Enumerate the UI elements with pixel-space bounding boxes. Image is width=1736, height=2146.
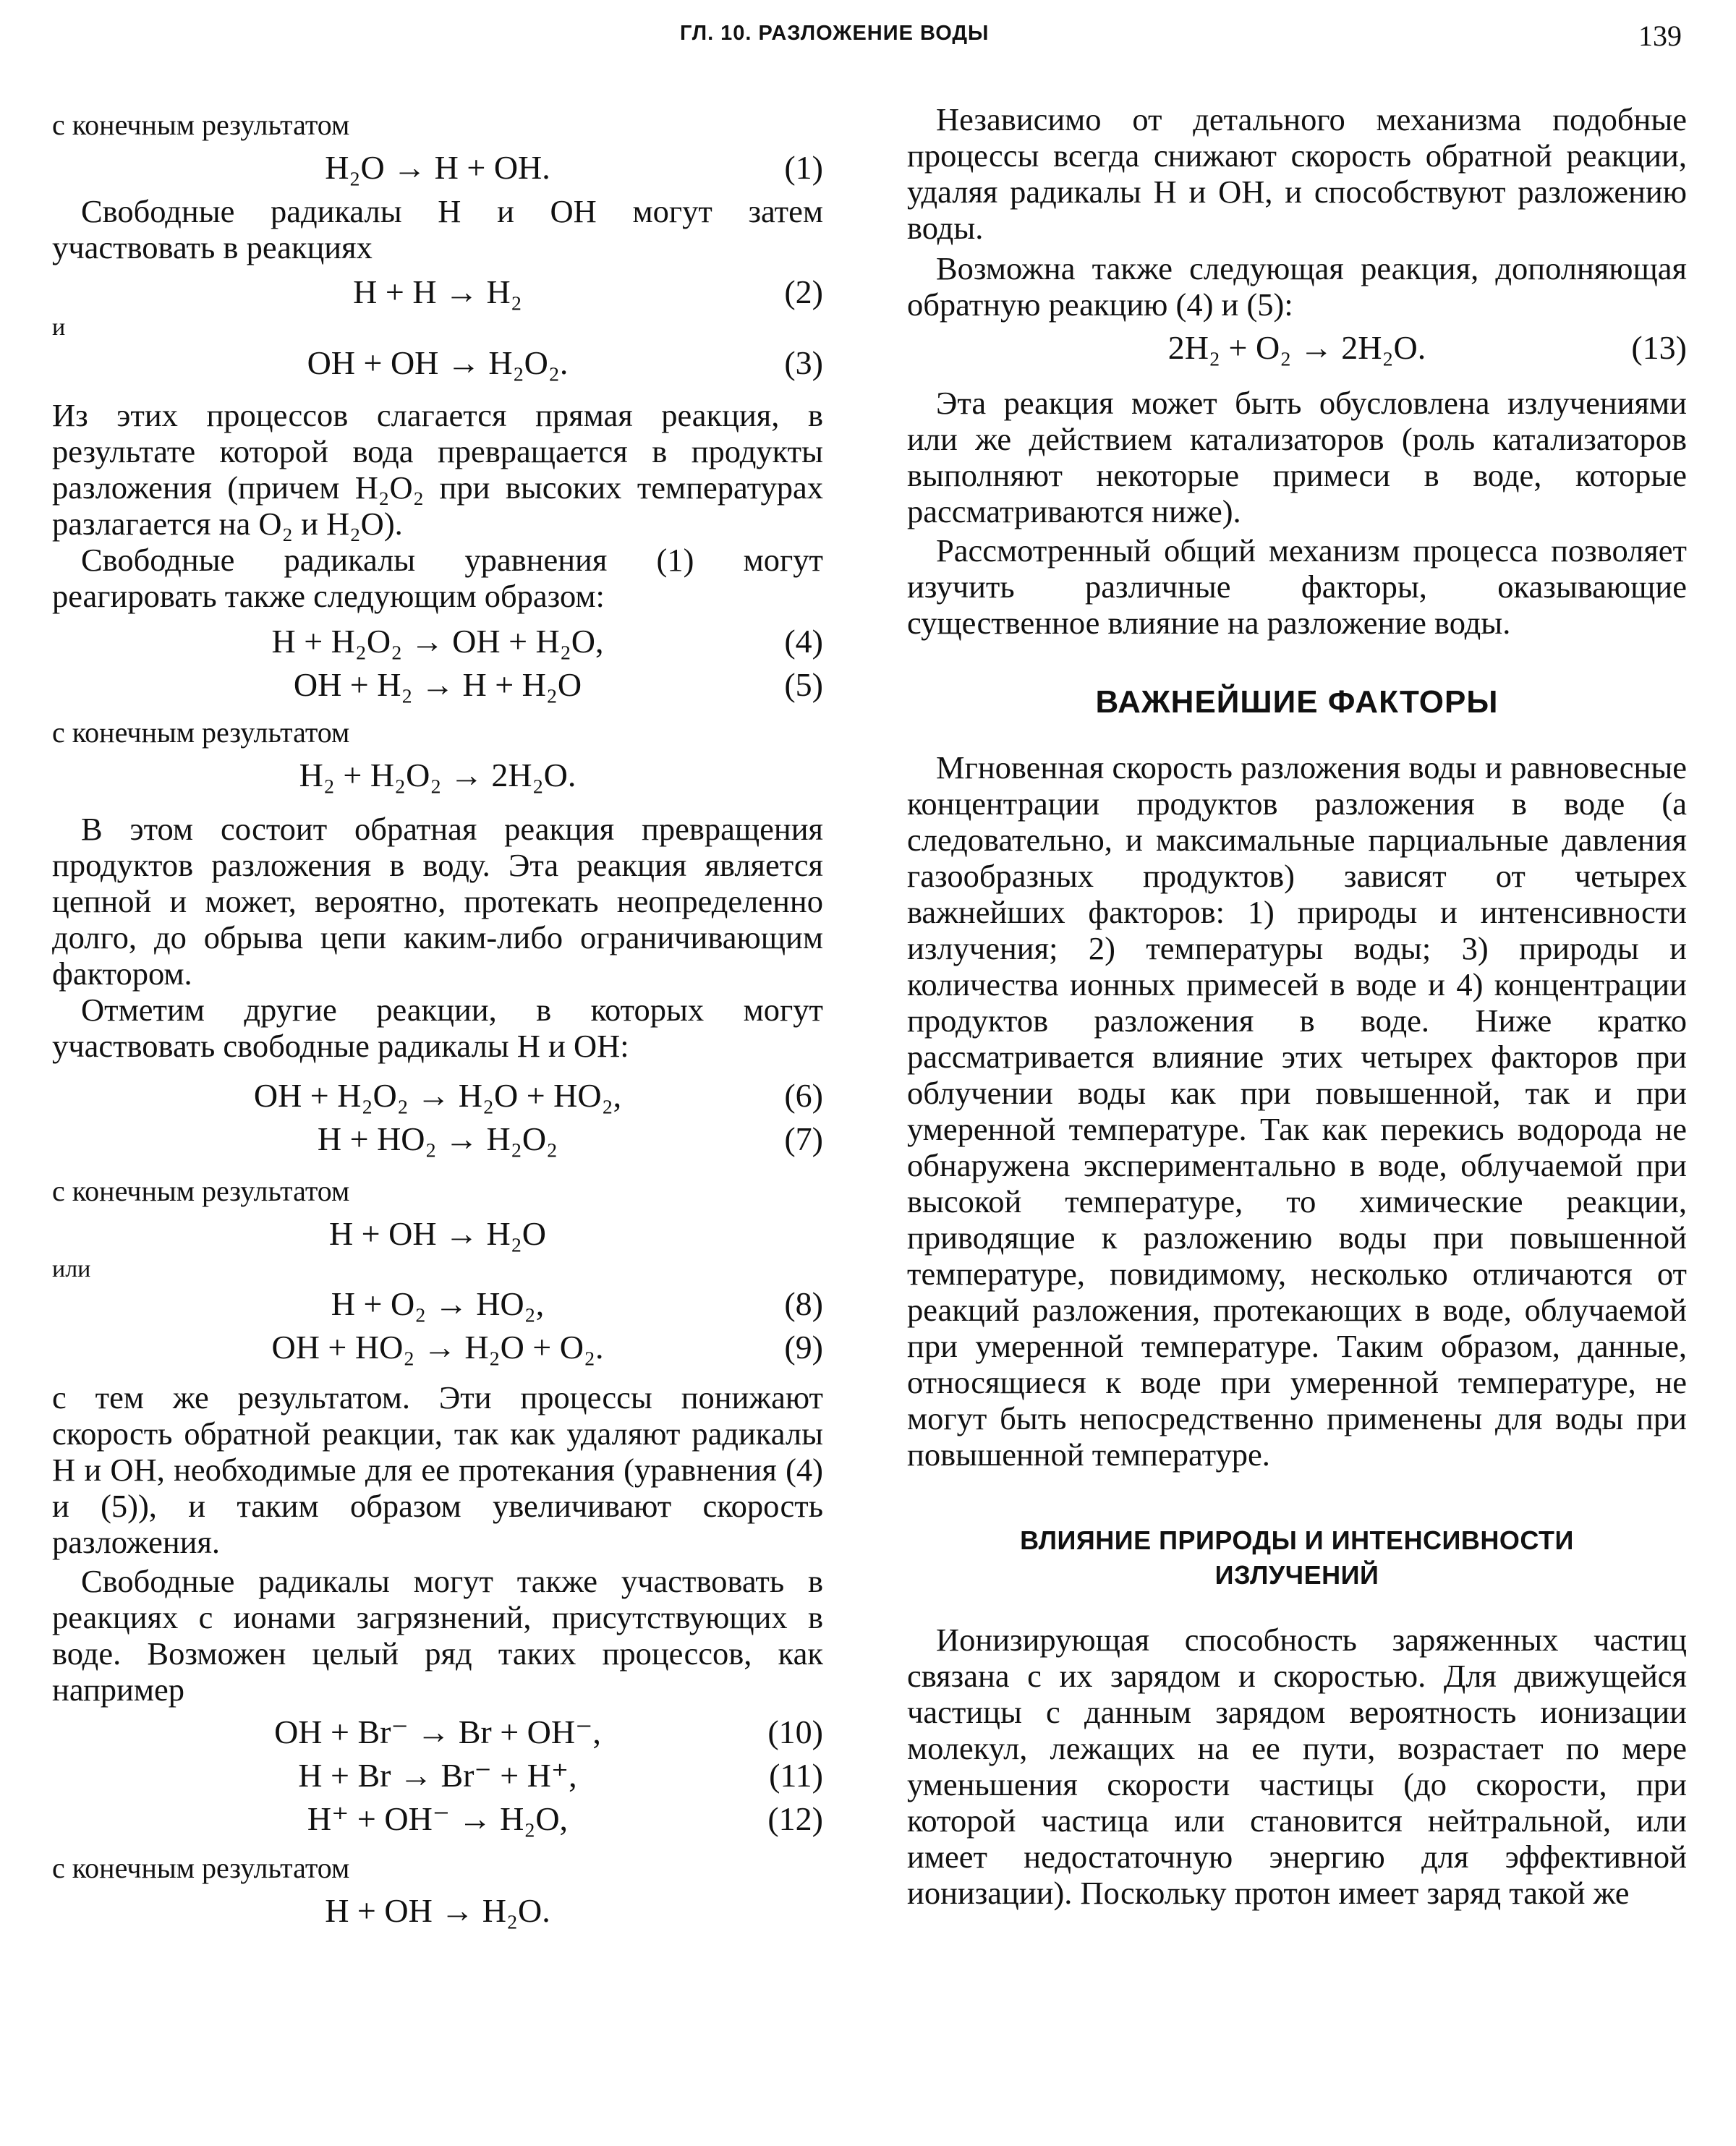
paragraph: Возможна также следующая реакция, дополняющая обратную реакцию (4) и (5): [907, 250, 1687, 323]
equation-number: (6) [784, 1077, 823, 1114]
equation-expression: H + H → H₂ [353, 273, 522, 310]
page-header [0, 22, 1736, 65]
equation-4 [52, 620, 823, 663]
running-title: ГЛ. 10. РАЗЛОЖЕНИЕ ВОДЫ [680, 22, 990, 45]
equation-expression: H + HO₂ → H₂O₂ [317, 1120, 558, 1157]
paragraph: Эта реакция может быть обусловлена излучениями или же действием катализаторов (роль катализаторов выполняют некоторые примеси в воде, которые рассматриваются ниже). [907, 385, 1687, 529]
equation-number: (3) [784, 344, 823, 381]
section-heading: ВАЖНЕЙШИЕ ФАКТОРЫ [1095, 684, 1499, 720]
paragraph: Рассмотренный общий механизм процесса позволяет изучить различные факторы, оказывающие существенное влияние на разложение воды. [907, 532, 1687, 641]
equation-number: (8) [784, 1285, 823, 1322]
paragraph: или [52, 1256, 91, 1282]
equation-result-2 [52, 1212, 823, 1256]
left-column [52, 101, 823, 1933]
equation-5 [52, 663, 823, 707]
equation-2 [52, 270, 823, 315]
paragraph: Свободные радикалы H и OH могут затем участвовать в реакциях [52, 193, 823, 265]
equation-number: (10) [767, 1713, 823, 1750]
equation-expression: H⁺ + OH⁻ → H₂O, [307, 1800, 569, 1837]
equation-expression: OH + HO₂ → H₂O + O₂. [271, 1329, 604, 1366]
equation-expression: H + Br → Br⁻ + H⁺, [298, 1757, 577, 1794]
page-number: 139 [1638, 20, 1682, 52]
paragraph: Свободные радикалы уравнения (1) могут реагировать также следующим образом: [52, 542, 823, 614]
equation-1 [52, 145, 823, 190]
equation-expression: H₂O → H + OH. [325, 149, 550, 186]
equation-expression: H + H₂O₂ → OH + H₂O, [271, 623, 604, 660]
equation-3 [52, 341, 823, 386]
equation-expression: OH + H₂ → H + H₂O [293, 666, 582, 703]
equation-10 [52, 1711, 823, 1754]
paragraph: с конечным результатом [52, 108, 350, 141]
right-column [907, 101, 1687, 1911]
equation-11 [52, 1754, 823, 1797]
equation-expression: H + OH → H₂O. [325, 1892, 550, 1929]
paragraph: с конечным результатом [52, 716, 350, 749]
paragraph: Из этих процессов слагается прямая реакция, в результате которой вода превращается в продукты разложения (причем H₂O₂ при высоких температурах разлагается на O₂ и H₂O). [52, 397, 823, 542]
paragraph: Независимо от детального механизма подобные процессы всегда снижают скорость обратной реакции, удаляя радикалы H и OH, и способствуют разложению воды. [907, 101, 1687, 246]
equation-number: (1) [784, 149, 823, 186]
equation-6 [52, 1074, 823, 1117]
equation-expression: OH + OH → H₂O₂. [307, 344, 569, 381]
equation-7 [52, 1117, 823, 1161]
subsection-heading: ВЛИЯНИЕ ПРИРОДЫ И ИНТЕНСИВНОСТИ ИЗЛУЧЕНИЙ [1020, 1525, 1574, 1590]
paragraph: с тем же результатом. Эти процессы понижают скорость обратной реакции, так как удаляют радикалы H и OH, необходимые для ее протекания (уравнения (4) и (5)), и таким образом увеличивают скорость разложения. [52, 1379, 823, 1560]
equation-8 [52, 1282, 823, 1326]
equation-number: (5) [784, 666, 823, 703]
paragraph: Мгновенная скорость разложения воды и равновесные концентрации продуктов разложения в воде (а следовательно, и максимальные парциальные давления газообразных продуктов) зависят от четырех важнейших факторов: 1) природы и интенсивности излучения; 2) температуры воды; 3) природы и количества ионных примесей в воде и 4) концентрации продуктов разложения в воде. Ниже кратко рассматривается влияние этих четырех факторов при облучении воды как при повышенной, так и при умеренной температуре. Так как перекись водорода не обнаружена экспериментально в воде, облучаемой при высокой температуре, то химические реакции, приводящие к разложению воды при повышенной температуре, повидимому, несколько отличаются от реакций разложения, протекающих в воде, облучаемой при умеренной температуре. Таким образом, данные, относящиеся к воде при умеренной температуре, не могут быть непосредственно применены для воды при повышенной температуре. [907, 749, 1687, 1473]
equation-expression: H₂ + H₂O₂ → 2H₂O. [299, 757, 576, 793]
paragraph: Ионизирующая способность заряженных частиц связана с их зарядом и скоростью. Для движущейся частицы с данным зарядом вероятность ионизации молекул, лежащих на ее пути, возрастает по мере уменьшения скорости частицы (до скорости, при которой частица или становится нейтральной, или имеет недостаточную энергию для эффективной ионизации). Поскольку протон имеет заряд такой же [907, 1622, 1687, 1911]
equation-number: (13) [1631, 329, 1687, 366]
equation-expression: OH + Br⁻ → Br + OH⁻, [274, 1713, 601, 1750]
equation-number: (2) [784, 273, 823, 310]
equation-result-1 [52, 753, 823, 798]
equation-expression: 2H₂ + O₂ → 2H₂O. [1167, 329, 1426, 366]
equation-expression: OH + H₂O₂ → H₂O + HO₂, [253, 1077, 622, 1114]
equation-expression: H + O₂ → HO₂, [331, 1285, 545, 1322]
equation-number: (11) [769, 1757, 823, 1794]
equation-expression: H + OH → H₂O [328, 1215, 547, 1252]
equation-number: (7) [784, 1120, 823, 1157]
equation-number: (12) [767, 1800, 823, 1837]
paragraph: с конечным результатом [52, 1175, 350, 1207]
paragraph: Отметим другие реакции, в которых могут участвовать свободные радикалы H и OH: [52, 992, 823, 1064]
equation-9 [52, 1326, 823, 1369]
paragraph: и [52, 314, 66, 341]
paragraph: В этом состоит обратная реакция превращения продуктов разложения в воду. Эта реакция является цепной и может, вероятно, протекать неопределенно долго, до обрыва цепи каким-либо ограничивающим фактором. [52, 811, 823, 992]
equation-result-3 [52, 1889, 823, 1933]
paragraph: Свободные радикалы могут также участвовать в реакциях с ионами загрязнений, присутствующих в воде. Возможен целый ряд таких процессов, как например [52, 1563, 823, 1708]
equation-13 [907, 325, 1687, 370]
paragraph: с конечным результатом [52, 1852, 350, 1884]
equation-12 [52, 1797, 823, 1841]
equation-number: (4) [784, 623, 823, 660]
equation-number: (9) [784, 1329, 823, 1366]
